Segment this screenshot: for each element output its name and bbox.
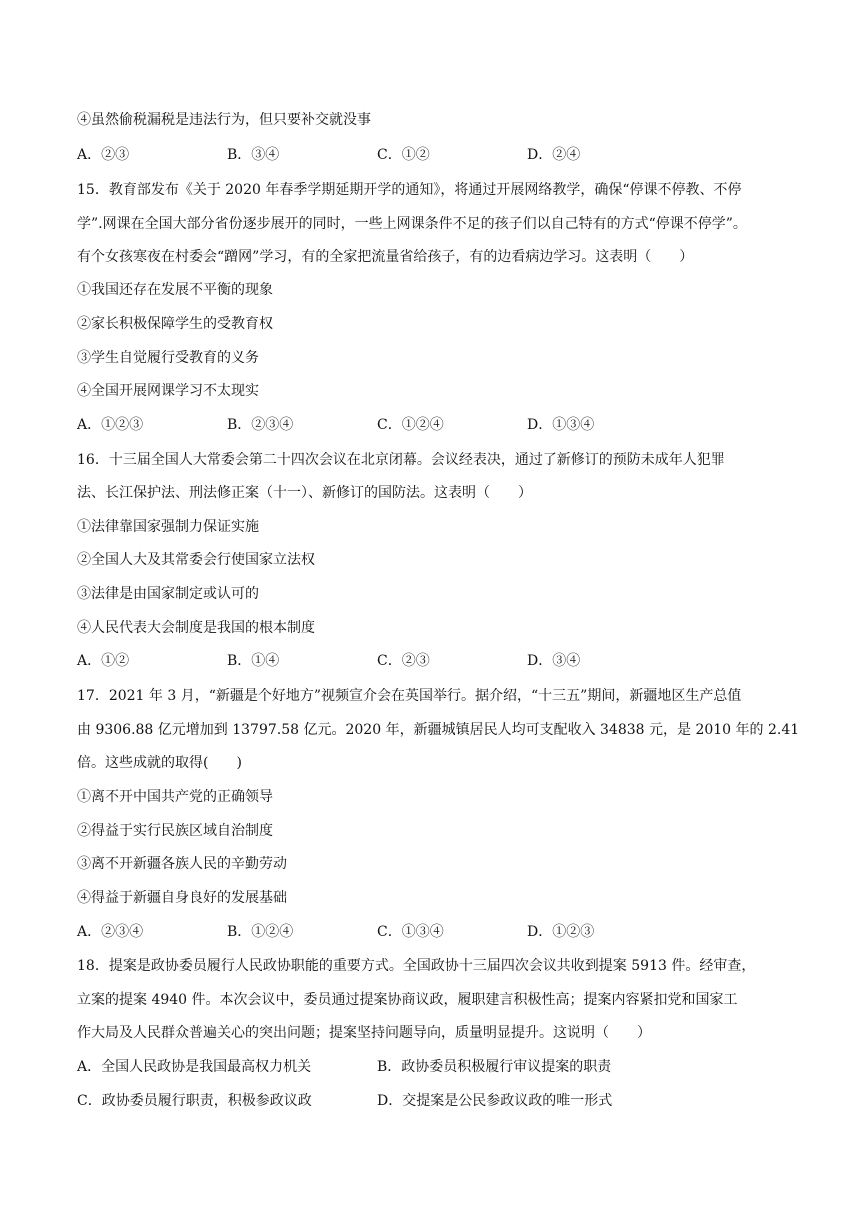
- q14-option-a: A．②③: [77, 147, 130, 163]
- q16-options: [77, 651, 797, 671]
- q16-option-a: A．①②: [77, 653, 130, 669]
- q17-statement-3: ③离不开新疆各族人民的辛勤劳动: [77, 856, 287, 872]
- q14-option-b: B．③④: [227, 147, 280, 163]
- q17-option-c: C．①③④: [377, 924, 444, 940]
- q15-stem-line-1: 15．教育部发布《关于 2020 年春季学期延期开学的通知》，将通过开展网络教学，确保“停课不停教、不停: [77, 182, 742, 198]
- q16-option-d: D．③④: [527, 653, 581, 669]
- q15-statement-1: ①我国还存在发展不平衡的现象: [77, 282, 273, 298]
- q17-stem-line-2: 由 9306.88 亿元增加到 13797.58 亿元。2020 年，新疆城镇居民人均可支配收入 34838 元，是 2010 年的 2.41: [77, 722, 800, 738]
- q17-statement-4: ④得益于新疆自身良好的发展基础: [77, 890, 287, 906]
- q15-stem-line-3: 有个女孩寒夜在村委会“蹭网”学习，有的全家把流量省给孩子，有的边看病边学习。这表明（ ）: [77, 249, 694, 265]
- q16-option-b: B．①④: [227, 653, 280, 669]
- q16-statement-3: ③法律是由国家制定或认可的: [77, 586, 259, 602]
- q17-option-b: B．①②④: [227, 924, 294, 940]
- q17-option-a: A．②③④: [77, 924, 144, 940]
- q16-stem-line-2: 法、长江保护法、刑法修正案（十一）、新修订的国防法。这表明（ ）: [77, 485, 532, 501]
- q17-options: [77, 922, 797, 942]
- q16-statement-4: ④人民代表大会制度是我国的根本制度: [77, 620, 315, 636]
- q15-option-b: B．②③④: [227, 417, 294, 433]
- q15-statement-4: ④全国开展网课学习不太现实: [77, 383, 259, 399]
- q16-option-c: C．②③: [377, 653, 430, 669]
- q15-statement-2: ②家长积极保障学生的受教育权: [77, 316, 273, 332]
- q18-stem-line-2: 立案的提案 4940 件。本次会议中，委员通过提案协商议政，履职建言积极性高；提案内容紧扣党和国家工: [77, 992, 738, 1008]
- q14-option-c: C．①②: [377, 147, 430, 163]
- q14-options: [77, 145, 797, 165]
- q15-statement-3: ③学生自觉履行受教育的义务: [77, 350, 259, 366]
- q15-option-a: A．①②③: [77, 417, 144, 433]
- q15-option-d: D．①③④: [527, 417, 595, 433]
- q16-stem-line-1: 16．十三届全国人大常委会第二十四次会议在北京闭幕。会议经表决，通过了新修订的预防未成年人犯罪: [77, 452, 725, 468]
- q18-stem-line-3: 作大局及人民群众普遍关心的突出问题；提案坚持问题导向，质量明显提升。这说明（ ）: [77, 1025, 651, 1041]
- q18-options-row-2: [77, 1091, 797, 1111]
- q18-option-c: C．政协委员履行职责，积极参政议政: [77, 1093, 312, 1109]
- q17-statement-2: ②得益于实行民族区域自治制度: [77, 823, 273, 839]
- q17-stem-line-3: 倍。这些成就的取得( ): [77, 755, 242, 771]
- q15-options: [77, 415, 797, 435]
- q18-option-b: B．政协委员积极履行审议提案的职责: [377, 1059, 612, 1075]
- q16-statement-2: ②全国人大及其常委会行使国家立法权: [77, 552, 315, 568]
- q18-stem-line-1: 18．提案是政协委员履行人民政协职能的重要方式。全国政协十三届四次会议共收到提案 5913 件。经审查，: [77, 958, 756, 974]
- q17-option-d: D．①②③: [527, 924, 595, 940]
- q17-statement-1: ①离不开中国共产党的正确领导: [77, 789, 273, 805]
- q16-statement-1: ①法律靠国家强制力保证实施: [77, 519, 259, 535]
- q17-stem-line-1: 17．2021 年 3 月，“新疆是个好地方”视频宣介会在英国举行。据介绍，“十三五”期间，新疆地区生产总值: [77, 688, 742, 704]
- q15-stem-line-2: 学”.网课在全国大部分省份逐步展开的同时，一些上网课条件不足的孩子们以自己特有的方式“停课不停学”。: [77, 216, 747, 232]
- q15-option-c: C．①②④: [377, 417, 444, 433]
- q18-option-a: A．全国人民政协是我国最高权力机关: [77, 1059, 312, 1075]
- q18-option-d: D．交提案是公民参政议政的唯一形式: [377, 1093, 613, 1109]
- q18-options-row-1: [77, 1057, 797, 1077]
- q14-option-d: D．②④: [527, 147, 581, 163]
- q14-statement-4: ④虽然偷税漏税是违法行为，但只要补交就没事: [77, 112, 371, 128]
